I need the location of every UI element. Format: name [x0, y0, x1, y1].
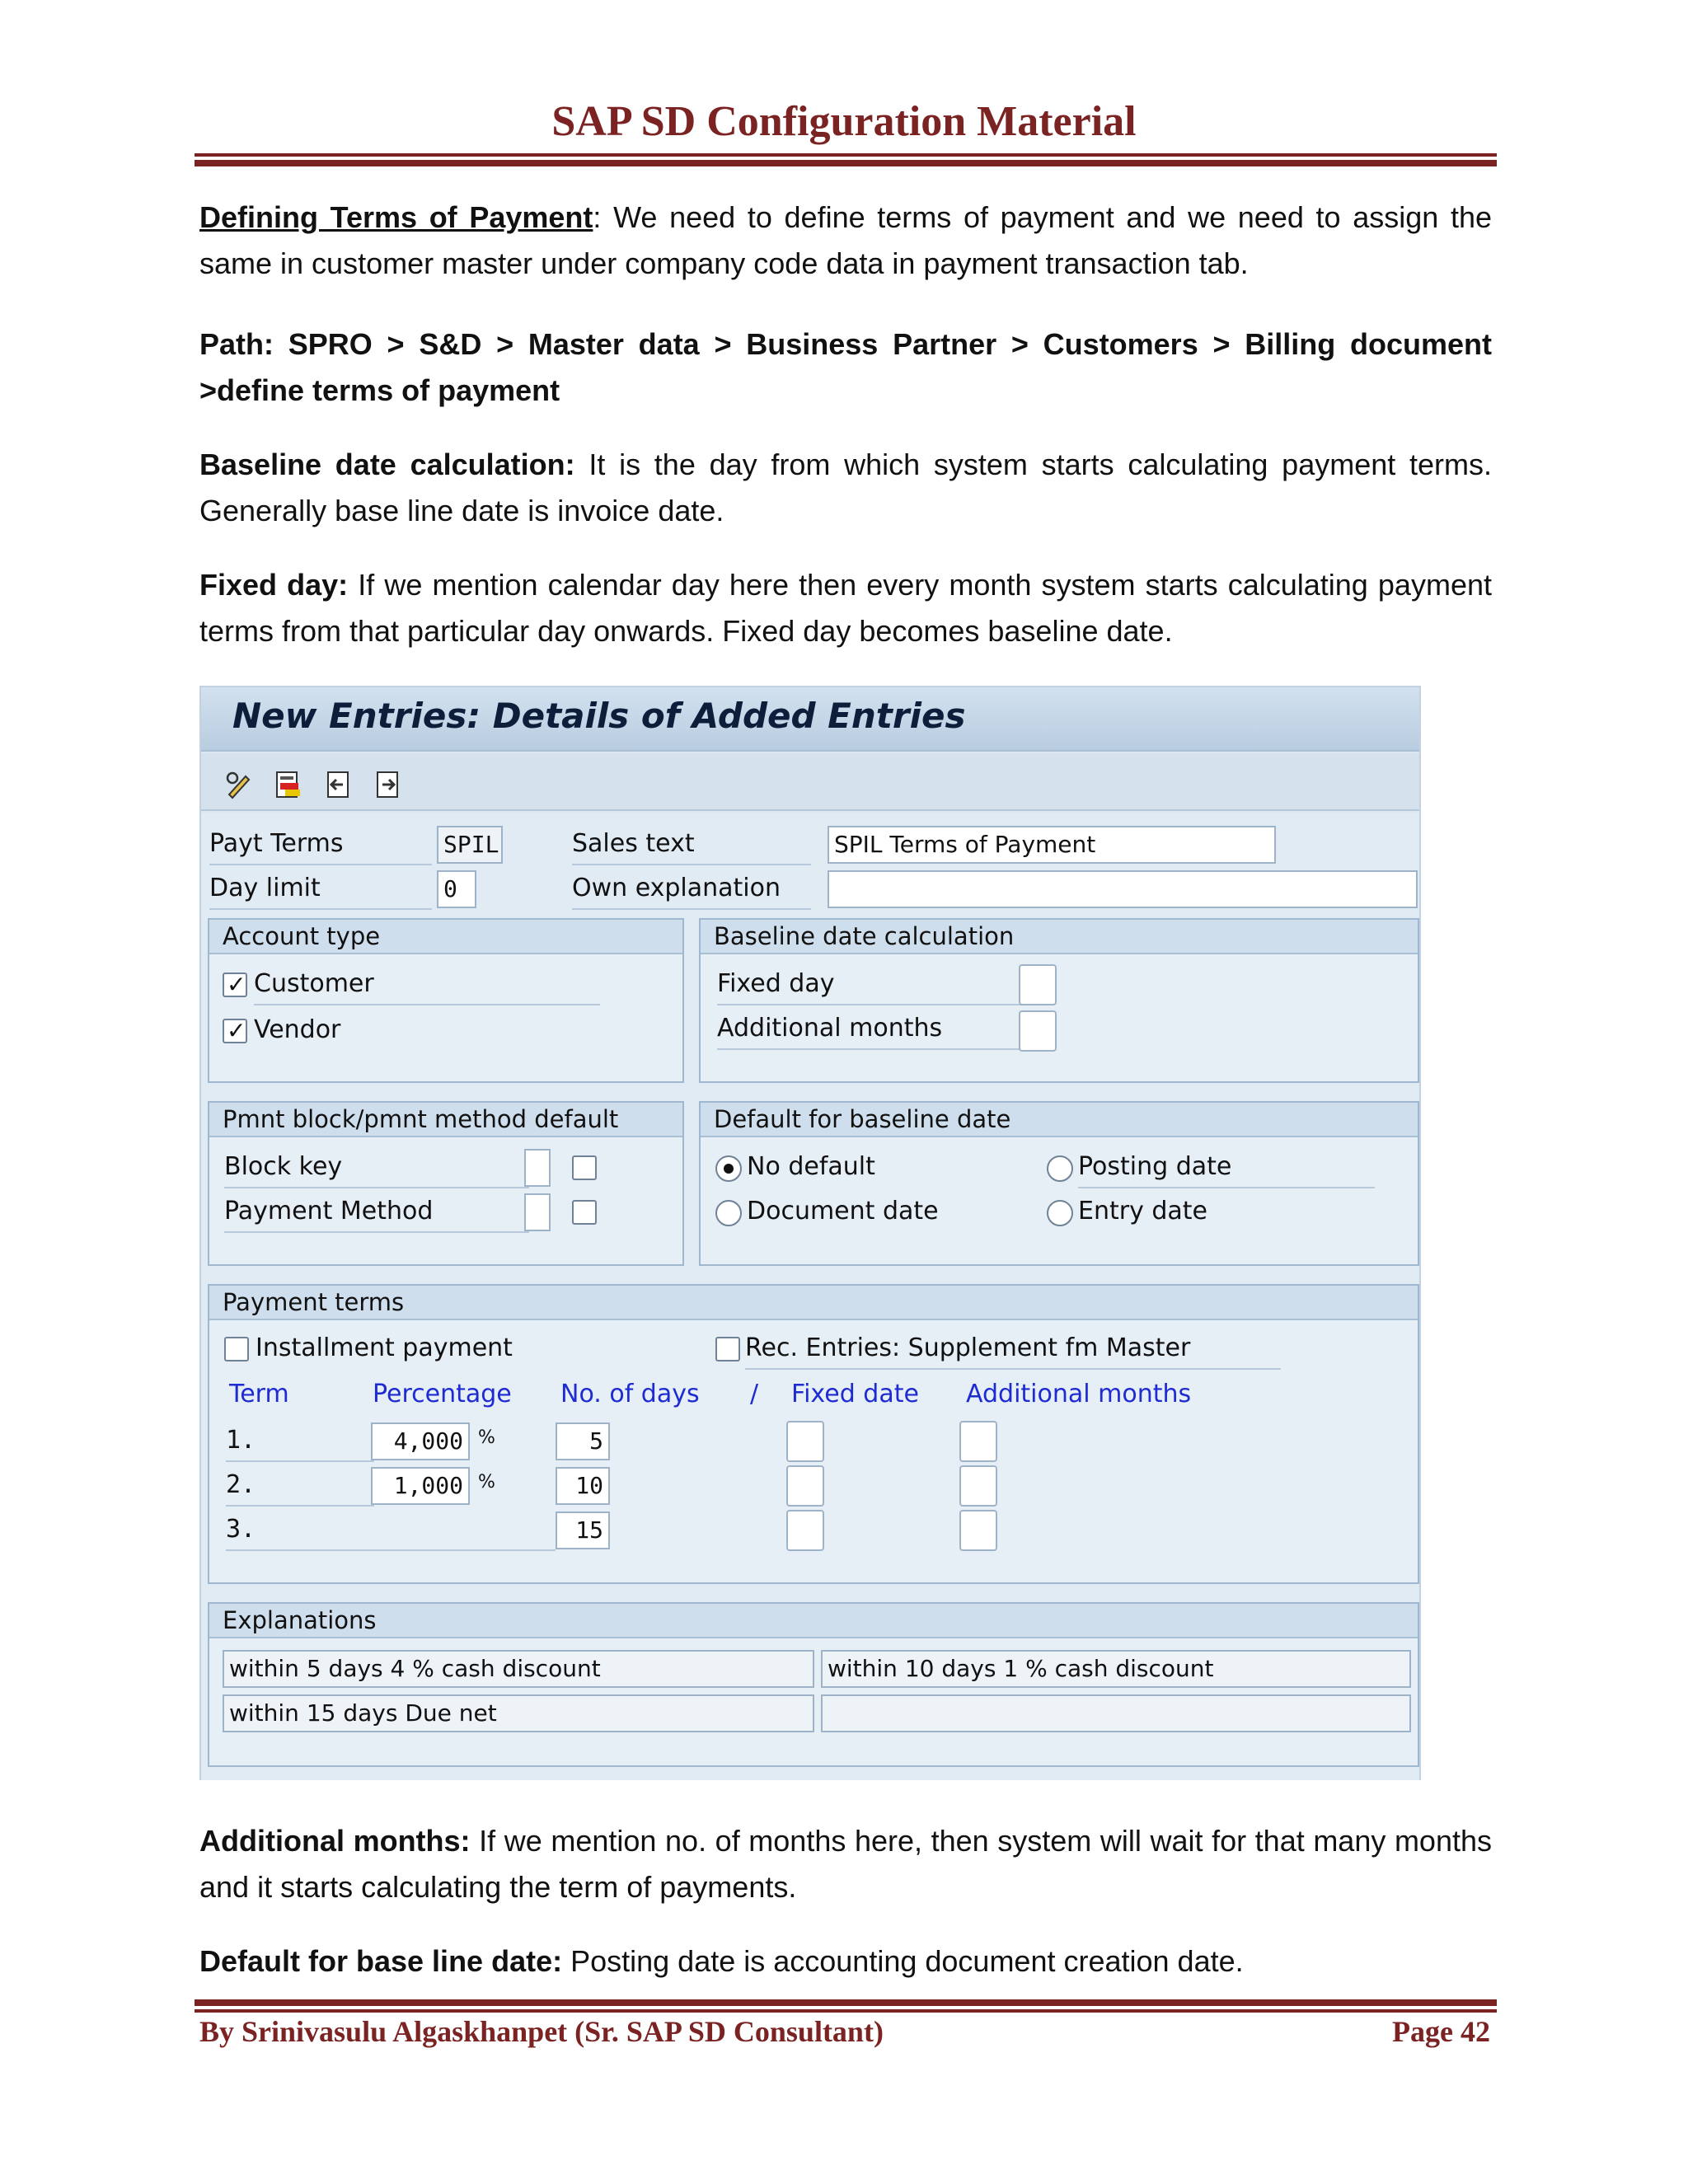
installment-checkbox[interactable] — [224, 1337, 249, 1361]
baseline-heading: Baseline date calculation: — [199, 448, 575, 481]
payt-terms-field[interactable]: SPIL — [437, 826, 503, 864]
sales-text-field[interactable]: SPIL Terms of Payment — [828, 826, 1276, 864]
baseline-calc-group — [699, 918, 1419, 1083]
additional-months-field[interactable] — [1019, 1010, 1057, 1052]
block-key-label: Block key — [224, 1152, 529, 1188]
explanation-3[interactable]: within 15 days Due net — [223, 1694, 814, 1732]
intro-heading: Defining Terms of Payment — [199, 200, 593, 234]
pencil-glasses-icon[interactable] — [224, 770, 254, 799]
footer-author: By Srinivasulu Algaskhanpet (Sr. SAP SD Consultant) — [199, 2015, 884, 2048]
baseline-text: It is the day from which system starts calculating payment terms. Generally base line date is invoice date. — [199, 448, 1492, 527]
default-base-paragraph — [199, 1938, 1492, 1985]
pmnt-block-group — [208, 1101, 684, 1266]
fixed-day-paragraph — [199, 562, 1492, 654]
block-key-checkbox[interactable] — [572, 1155, 597, 1180]
explanations-header: Explanations — [209, 1604, 1418, 1638]
payment-terms-group — [208, 1284, 1419, 1584]
term-2-additional-months[interactable] — [959, 1465, 997, 1507]
sap-screenshot — [199, 686, 1421, 1780]
baseline-calc-header: Baseline date calculation — [701, 920, 1418, 954]
default-baseline-header: Default for baseline date — [701, 1103, 1418, 1137]
term-1-label: 1. — [226, 1426, 374, 1462]
sap-title-bar — [201, 687, 1419, 752]
additional-months-heading: Additional months: — [199, 1824, 471, 1858]
term-2-label: 2. — [226, 1470, 374, 1507]
vendor-label: Vendor — [254, 1015, 341, 1044]
sap-form — [201, 813, 1419, 1780]
default-base-heading: Default for base line date: — [199, 1944, 563, 1978]
fixed-date-col-header: Fixed date — [791, 1380, 919, 1408]
days-col-header: No. of days — [560, 1380, 700, 1408]
entry-date-radio[interactable] — [1047, 1200, 1073, 1226]
term-1-percentage[interactable]: 4,000 — [371, 1422, 470, 1460]
document-date-radio[interactable] — [715, 1200, 742, 1226]
page-title: SAP SD Configuration Material — [551, 98, 1137, 145]
sap-screen-title: New Entries: Details of Added Entries — [232, 696, 966, 736]
installment-label: Installment payment — [256, 1333, 513, 1362]
entry-date-label: Entry date — [1078, 1197, 1208, 1226]
day-limit-label: Day limit — [209, 874, 432, 910]
own-explanation-label: Own explanation — [572, 874, 811, 910]
term-1-pct-sign: % — [478, 1427, 495, 1448]
term-1-additional-months[interactable] — [959, 1421, 997, 1462]
intro-text: : We need to define terms of payment and we need to assign the same in customer master under company code data in payment transaction tab. — [199, 200, 1492, 280]
default-base-text: Posting date is accounting document creation date. — [562, 1944, 1244, 1978]
additional-months-col-header: Additional months — [966, 1380, 1192, 1408]
term-2-fixed-date[interactable] — [786, 1465, 824, 1507]
term-1-days[interactable]: 5 — [556, 1422, 610, 1460]
own-explanation-field[interactable] — [828, 870, 1418, 908]
next-entry-icon[interactable] — [373, 770, 402, 799]
additional-months-paragraph — [199, 1818, 1492, 1910]
footer-page-number: Page 42 — [1392, 2015, 1490, 2048]
intro-paragraph — [199, 194, 1492, 287]
sap-toolbar — [201, 753, 1419, 811]
term-col-header: Term — [229, 1380, 289, 1408]
account-type-group — [208, 918, 684, 1083]
payt-terms-label: Payt Terms — [209, 829, 432, 865]
explanation-4[interactable] — [821, 1694, 1411, 1732]
term-3-label: 3. — [226, 1515, 556, 1551]
term-2-days[interactable]: 10 — [556, 1467, 610, 1505]
payment-terms-header: Payment terms — [209, 1286, 1418, 1320]
default-baseline-group — [699, 1101, 1419, 1266]
rec-entries-checkbox[interactable] — [715, 1337, 740, 1361]
explanation-1[interactable]: within 5 days 4 % cash discount — [223, 1650, 814, 1688]
slash-col-header: / — [750, 1380, 759, 1408]
additional-months-text: If we mention no. of months here, then system will wait for that many months and it starts calculating the term of payments. — [199, 1824, 1492, 1904]
fixed-day-text: If we mention calendar day here then every month system starts calculating payment terms from that particular day onwards. Fixed day becomes baseline date. — [199, 568, 1492, 648]
posting-date-radio[interactable] — [1047, 1155, 1073, 1182]
delimit-icon[interactable] — [274, 770, 303, 799]
payment-method-field[interactable] — [524, 1193, 551, 1231]
path-text: Path: SPRO > S&D > Master data > Business Partner > Customers > Billing document >define terms of payment — [199, 327, 1492, 407]
no-default-label: No default — [747, 1152, 875, 1181]
term-3-days[interactable]: 15 — [556, 1511, 610, 1549]
fixed-day-label: Fixed day — [717, 969, 1030, 1005]
document-date-label: Document date — [747, 1197, 939, 1226]
day-limit-field[interactable]: 0 — [437, 870, 476, 908]
fixed-day-field[interactable] — [1019, 964, 1057, 1005]
additional-months-label: Additional months — [717, 1014, 1030, 1050]
path-paragraph — [199, 321, 1492, 414]
percentage-col-header: Percentage — [373, 1380, 512, 1408]
customer-checkbox[interactable] — [223, 972, 247, 997]
explanation-2[interactable]: within 10 days 1 % cash discount — [821, 1650, 1411, 1688]
term-2-percentage[interactable]: 1,000 — [371, 1467, 470, 1505]
account-type-header: Account type — [209, 920, 682, 954]
term-3-fixed-date[interactable] — [786, 1510, 824, 1551]
header-rule — [195, 153, 1497, 166]
customer-label: Customer — [254, 969, 600, 1005]
block-key-field[interactable] — [524, 1149, 551, 1187]
pmnt-block-header: Pmnt block/pmnt method default — [209, 1103, 682, 1137]
vendor-checkbox[interactable] — [223, 1019, 247, 1043]
term-1-fixed-date[interactable] — [786, 1421, 824, 1462]
no-default-radio[interactable] — [715, 1155, 742, 1182]
rec-entries-label: Rec. Entries: Supplement fm Master — [745, 1333, 1281, 1370]
term-2-pct-sign: % — [478, 1472, 495, 1493]
term-3-additional-months[interactable] — [959, 1510, 997, 1551]
baseline-paragraph — [199, 442, 1492, 534]
previous-entry-icon[interactable] — [323, 770, 353, 799]
fixed-day-heading: Fixed day: — [199, 568, 349, 602]
sales-text-label: Sales text — [572, 829, 811, 865]
payment-method-checkbox[interactable] — [572, 1200, 597, 1225]
payment-method-label: Payment Method — [224, 1197, 529, 1233]
footer-rule — [195, 1999, 1497, 2013]
explanations-group — [208, 1602, 1419, 1767]
posting-date-label: Posting date — [1078, 1152, 1375, 1188]
